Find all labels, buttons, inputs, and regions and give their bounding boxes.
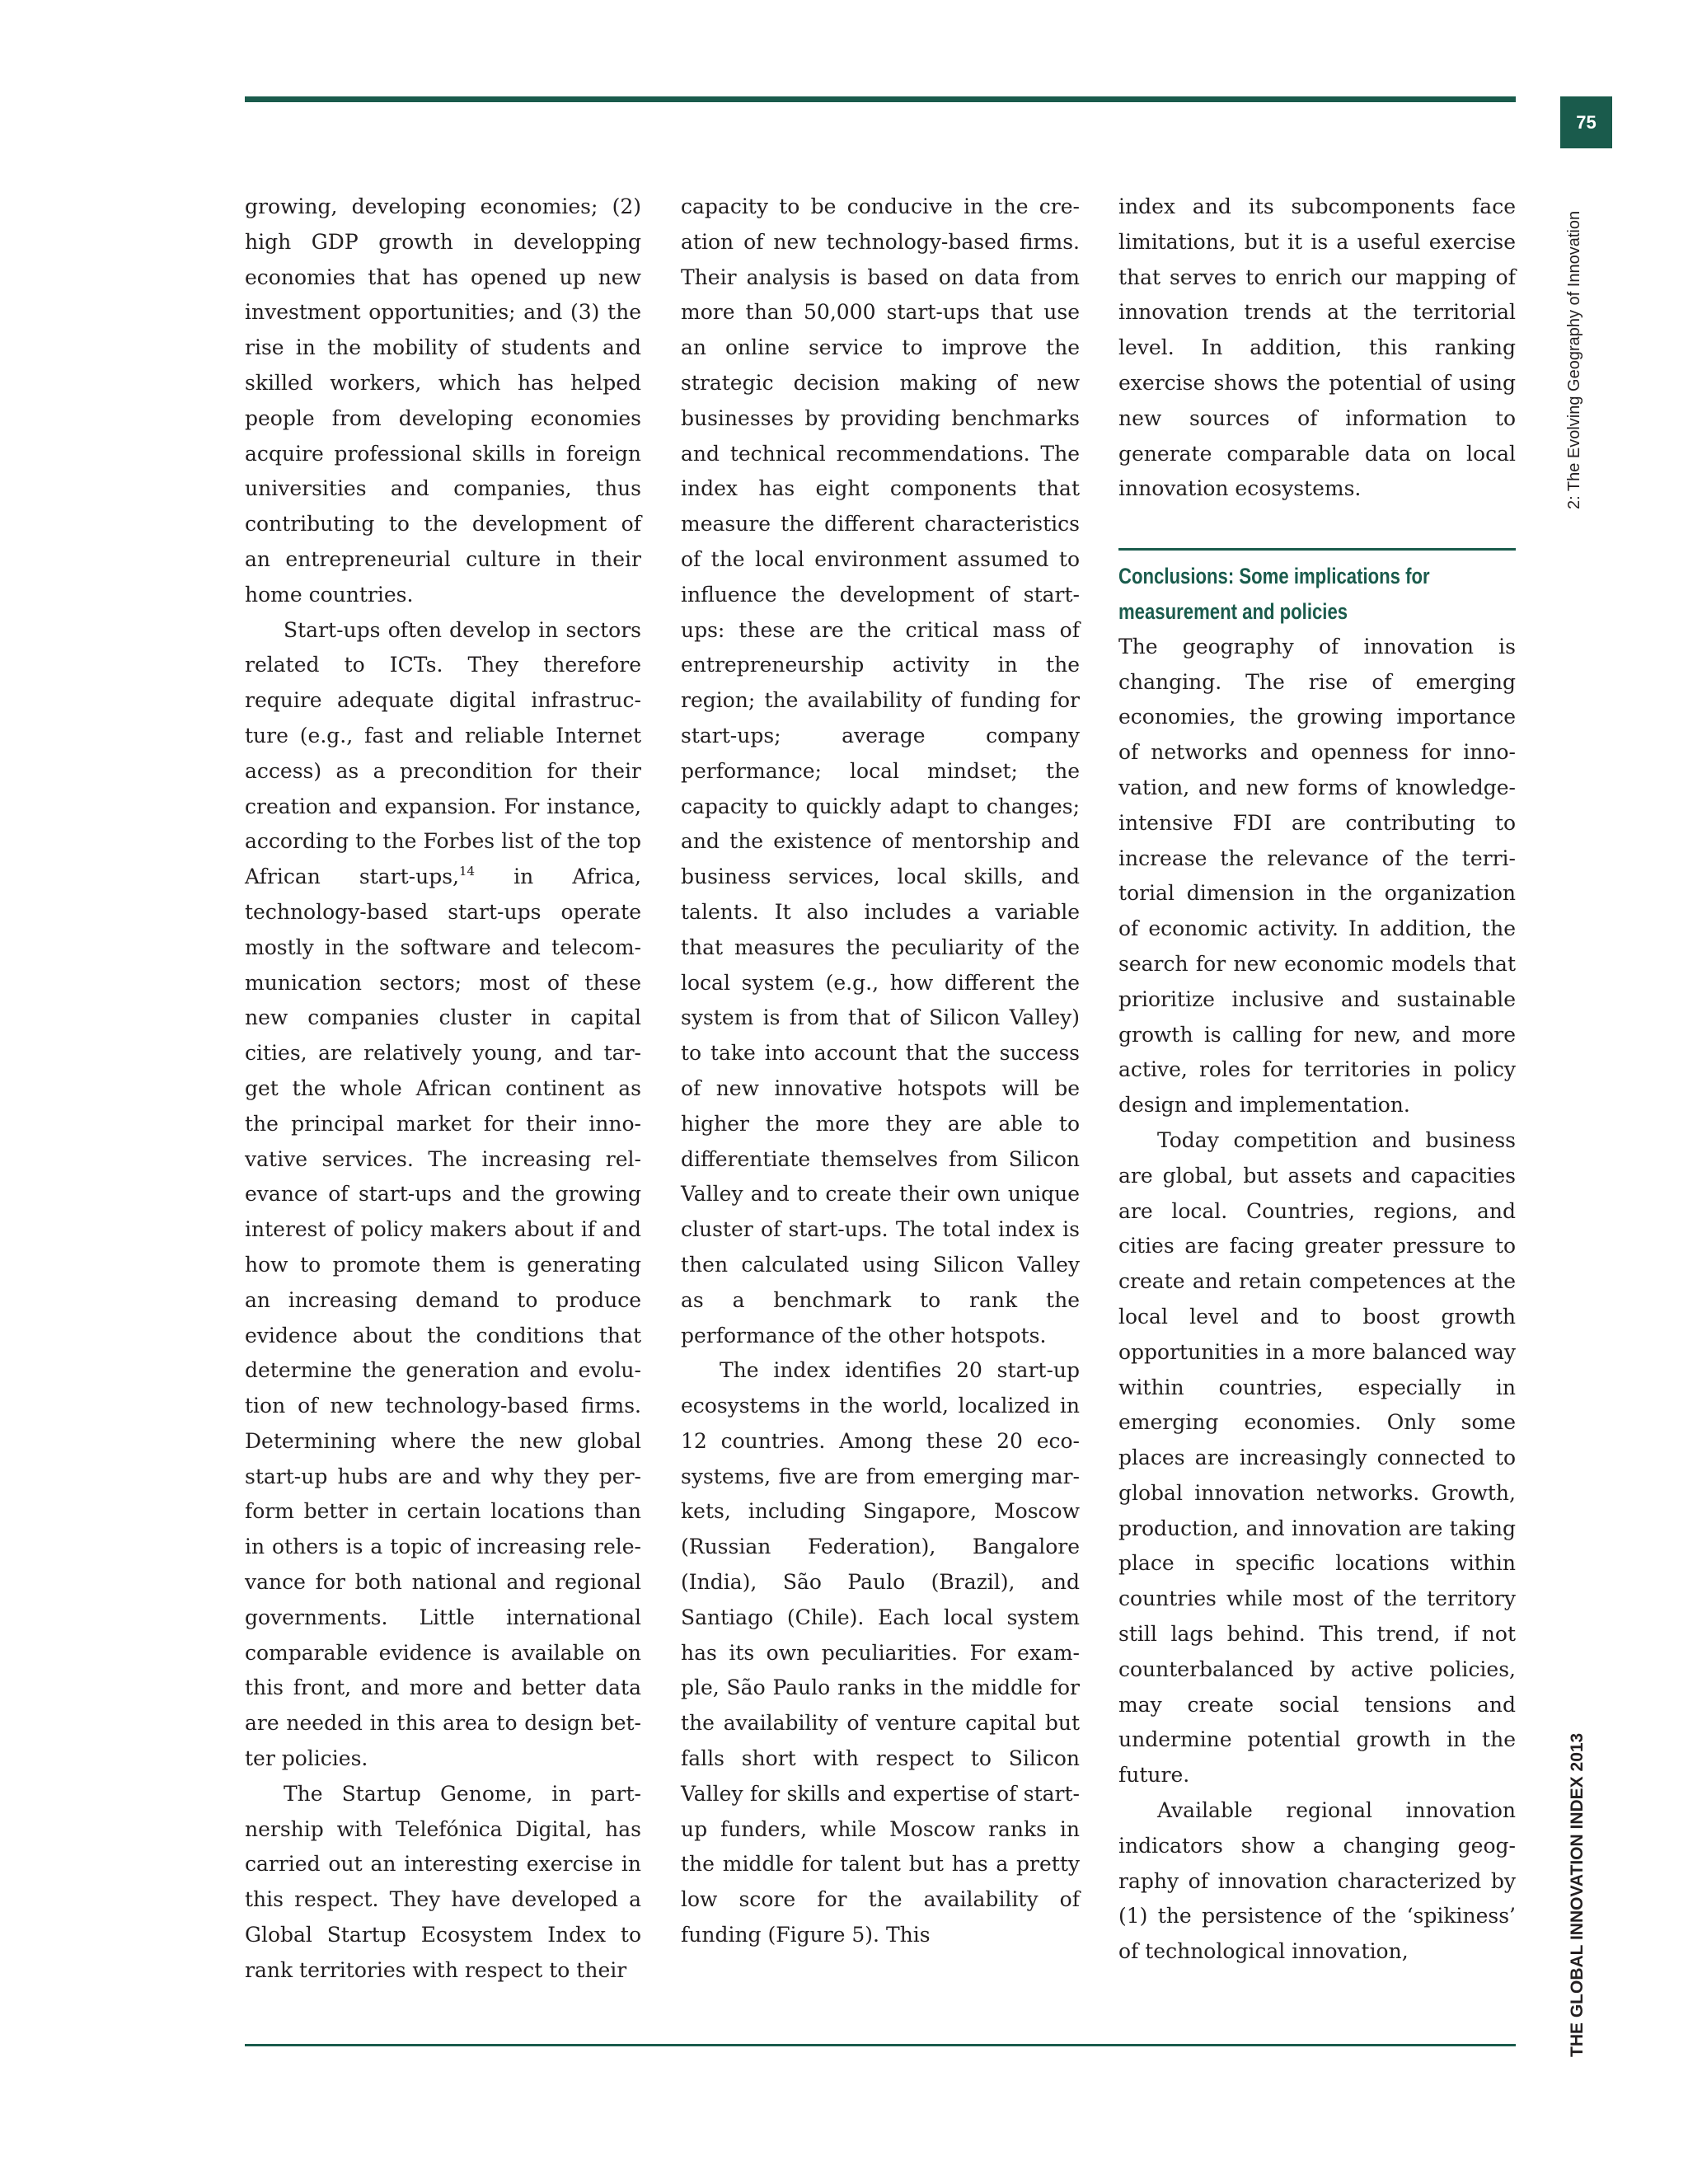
paragraph-text: in Africa, technology-based start-ups operate mostly in the software and telecommunication sectors; most of these new companies cluster in capital cities, are relatively young, and target the whole African continent as the principal market for their innovative services. The increasing relevance of start-ups and the growing interest of policy makers about if and how to promote them is generating an increasing demand to produce evidence about the conditions that determine the generation and evolution of new technology-based firms. Determining where the new global start-up hubs are and why they perform better in certain locations than in others is a topic of increasing relevance for both national and regional governments. Little international comparable evidence is available on this front, and more and better data are needed in this area to design better policies.: [245, 865, 641, 1771]
paragraph: growing, developing economies; (2) high GDP growth in developping economies that has opened up new investment opportunities; and (3) the rise in the mobility of students and skilled workers, which has helped people from developing economies acquire professional skills in foreign universities and companies, thus contributing to the development of an entrepreneurial culture in their home countries.: [245, 194, 641, 607]
paragraph: The Startup Genome, in partnership with Telefónica Digital, has carried out an interesting exercise in this respect. They have developed a Global Startup Ecosystem Index to rank territories with respect to their: [245, 1781, 641, 1982]
bottom-rule: [245, 2044, 1516, 2046]
text-column-1: [245, 190, 641, 1989]
section-heading-line: measurement and policies: [1118, 598, 1348, 624]
section-rule: [1118, 548, 1516, 551]
chapter-running-head: 2: The Evolving Geography of Innovation: [1565, 210, 1583, 509]
paragraph: The index identifies 20 start-up ecosystems in the world, localized in 12 countries. Among these 20 ecosystems, five are from emerging markets, including Singapore, Moscow (Russian Federation), Bangalore (India), São Paulo (Brazil), and Santiago (Chile). Each local system has its own peculiarities. For example, São Paulo ranks in the middle for the availability of venture capital but falls short with respect to Silicon Valley for skills and expertise of start-up funders, while Moscow ranks in the middle for talent but has a pretty low score for the availability of funding (Figure 5). This: [681, 1358, 1080, 1947]
paragraph-text: Start-ups often develop in sectors related to ICTs. They therefore require adequate digital infrastructure (e.g., fast and reliable Internet access) as a precondition for their creation and expansion. For instance, according to the Forbes list of the top African start-ups,: [245, 617, 641, 889]
section-heading-line: Conclusions: Some implications for: [1118, 564, 1430, 589]
text-column-3: [1118, 190, 1516, 1970]
paragraph: index and its subcomponents face limitations, but it is a useful exercise that serves to enrich our mapping of innovation trends at the territorial level. In addition, this ranking exercise shows the potential of using new sources of information to generate comparable data on local innovation ecosystems.: [1118, 194, 1516, 501]
text-column-2: [681, 190, 1080, 1953]
section-heading: [1118, 559, 1516, 630]
top-rule: [245, 96, 1516, 102]
footnote-reference[interactable]: 14: [459, 864, 476, 879]
page-number: 75: [1560, 96, 1612, 148]
paragraph: Available regional innovation indicators show a changing geography of innovation characterized by (1) the persistence of the ‘spikiness’ of technological innovation,: [1118, 1798, 1516, 1964]
paragraph: [245, 613, 641, 1777]
paragraph: Today competition and business are global, but assets and capacities are local. Countries, regions, and cities are facing greater pressure to create and retain competences at the local level and to boost growth opportunities in a more balanced way within countries, especially in emerging economies. Only some places are increasingly connected to global innovation networks. Growth, production, and innovation are taking place in specific locations within countries while most of the territory still lags behind. This trend, if not counterbalanced by active policies, may create social tensions and undermine potential growth in the future.: [1118, 1127, 1516, 1788]
paragraph: capacity to be conducive in the creation of new technology-based firms. Their analysis is based on data from more than 50,000 start-ups that use an online service to improve the strategic decision making of new businesses by providing benchmarks and technical recommendations. The index has eight components that measure the different characteristics of the local environment assumed to influence the development of start-ups: these are the critical mass of entrepreneurship activity in the region; the availability of funding for start-ups; average company performance; local mindset; the capacity to quickly adapt to changes; and the existence of mentorship and business services, local skills, and talents. It also includes a variable that measures the peculiarity of the local system (e.g., how different the system is from that of Silicon Valley) to take into account that the success of new innovative hotspots will be higher the more they are able to differentiate themselves from Silicon Valley and to create their own unique cluster of start-ups. The total index is then calculated using Silicon Valley as a benchmark to rank the performance of the other hotspots.: [681, 194, 1080, 1347]
publication-running-title: THE GLOBAL INNOVATION INDEX 2013: [1568, 1732, 1587, 2057]
paragraph: The geography of innovation is changing. The rise of emerging economies, the growing importance of networks and openness for innovation, and new forms of knowledge-intensive FDI are contributing to increase the relevance of the territorial dimension in the organization of economic activity. In addition, the search for new economic models that prioritize inclusive and sustainable growth is calling for new, and more active, roles for territories in policy design and implementation.: [1118, 634, 1516, 1118]
